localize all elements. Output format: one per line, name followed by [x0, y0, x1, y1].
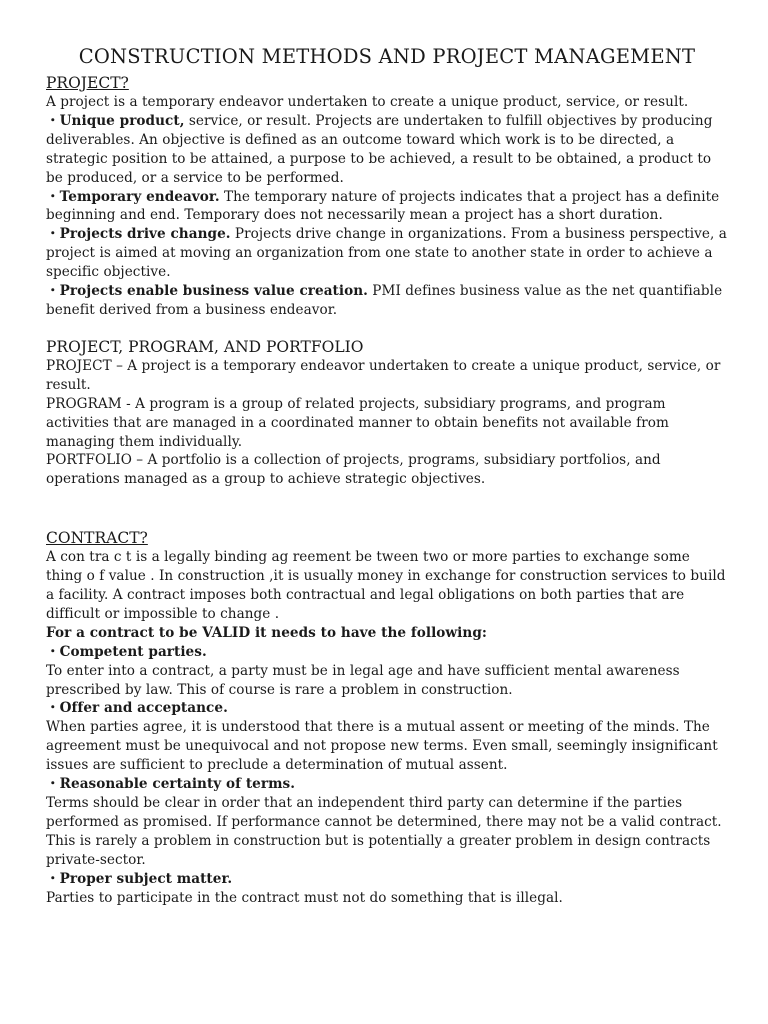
requirement-label-competent-parties: ・Competent parties. — [46, 643, 207, 660]
contract-definition: A con tra c t is a legally binding ag reement be tween two or more parties to exchange some thing o f value . In construction ,it is usually money in exchange for construction services to build a facility. A contract imposes both contractual and legal obligations on both parties that are difficult or impossible to change . — [46, 549, 726, 622]
point-text: The temporary nature of projects indicates that a project has a definite beginning and end. Temporary does not necessarily mean a project has a short duration. — [46, 188, 720, 224]
ppp-term: PROGRAM — [46, 395, 122, 412]
spacer — [46, 489, 728, 529]
ppp-text: – A portfolio is a collection of projects, programs, subsidiary portfolios, and operations managed as a group to achieve strategic objectives. — [46, 452, 661, 488]
page-title: CONSTRUCTION METHODS AND PROJECT MANAGEMENT — [78, 45, 696, 68]
project-heading: PROJECT? — [46, 74, 129, 92]
ppp-text: - A program is a group of related projects, subsidiary programs, and program activities that are managed in a coordinated manner to obtain benefits not available from managing them individually. — [46, 395, 669, 450]
contract-heading: CONTRACT? — [46, 529, 148, 548]
requirement-text: To enter into a contract, a party must be in legal age and have sufficient mental awareness prescribed by law. This of course is rare a problem in construction. — [46, 662, 680, 698]
ppp-text: – A project is a temporary endeavor undertaken to create a unique product, service, or result. — [46, 357, 721, 393]
ppp-term: PROJECT — [46, 357, 112, 374]
requirement-label-offer-acceptance: ・Offer and acceptance. — [46, 700, 228, 717]
contract-valid-intro: For a contract to be VALID it needs to have the following: — [46, 624, 487, 641]
ppp-item-portfolio — [46, 451, 728, 489]
ppp-term: PORTFOLIO — [46, 452, 132, 469]
project-point-business-value — [46, 282, 728, 320]
point-text: service, or result. Projects are undertaken to fulfill objectives by producing deliverables. An objective is defined as an outcome toward which work is to be directed, a strategic position to be attained, a purpose to be achieved, a result to be obtained, a product to be produced, or a service to be performed. — [46, 112, 713, 186]
project-section — [46, 74, 728, 320]
point-label: ・Projects drive change. — [46, 226, 231, 243]
requirement-label-subject-matter: ・Proper subject matter. — [46, 870, 233, 887]
ppp-section — [46, 338, 728, 489]
point-text: Projects drive change in organizations. From a business perspective, a project is aimed at moving an organization from one state to another state in order to achieve a specific objective. — [46, 226, 727, 281]
ppp-item-program — [46, 395, 728, 452]
point-label: ・Unique product, — [46, 112, 185, 129]
point-label: ・Projects enable business value creation. — [46, 283, 368, 300]
requirement-text: When parties agree, it is understood that there is a mutual assent or meeting of the minds. The agreement must be unequivocal and not propose new terms. Even small, seemingly insignificant issues are sufficient to preclude a determination of mutual assent. — [46, 719, 718, 774]
point-label: ・Temporary endeavor. — [46, 188, 220, 205]
project-point-unique-product — [46, 112, 728, 188]
ppp-item-project — [46, 357, 728, 395]
requirement-text: Terms should be clear in order that an independent third party can determine if the parties performed as promised. If performance cannot be determined, there may not be a valid contract. This is rarely a problem in construction but is potentially a greater problem in design contracts private-sector. — [46, 795, 722, 868]
project-definition: A project is a temporary endeavor undertaken to create a unique product, service, or result. — [46, 94, 689, 110]
requirement-label-certainty-of-terms: ・Reasonable certainty of terms. — [46, 776, 295, 793]
spacer — [46, 320, 728, 338]
ppp-heading: PROJECT, PROGRAM, AND PORTFOLIO — [46, 337, 364, 356]
requirement-text: Parties to participate in the contract must not do something that is illegal. — [46, 889, 563, 906]
point-text: PMI defines business value as the net quantifiable benefit derived from a business endeavor. — [46, 283, 723, 318]
contract-section — [46, 529, 728, 907]
project-point-temporary-endeavor — [46, 188, 728, 226]
project-point-drive-change — [46, 225, 728, 282]
